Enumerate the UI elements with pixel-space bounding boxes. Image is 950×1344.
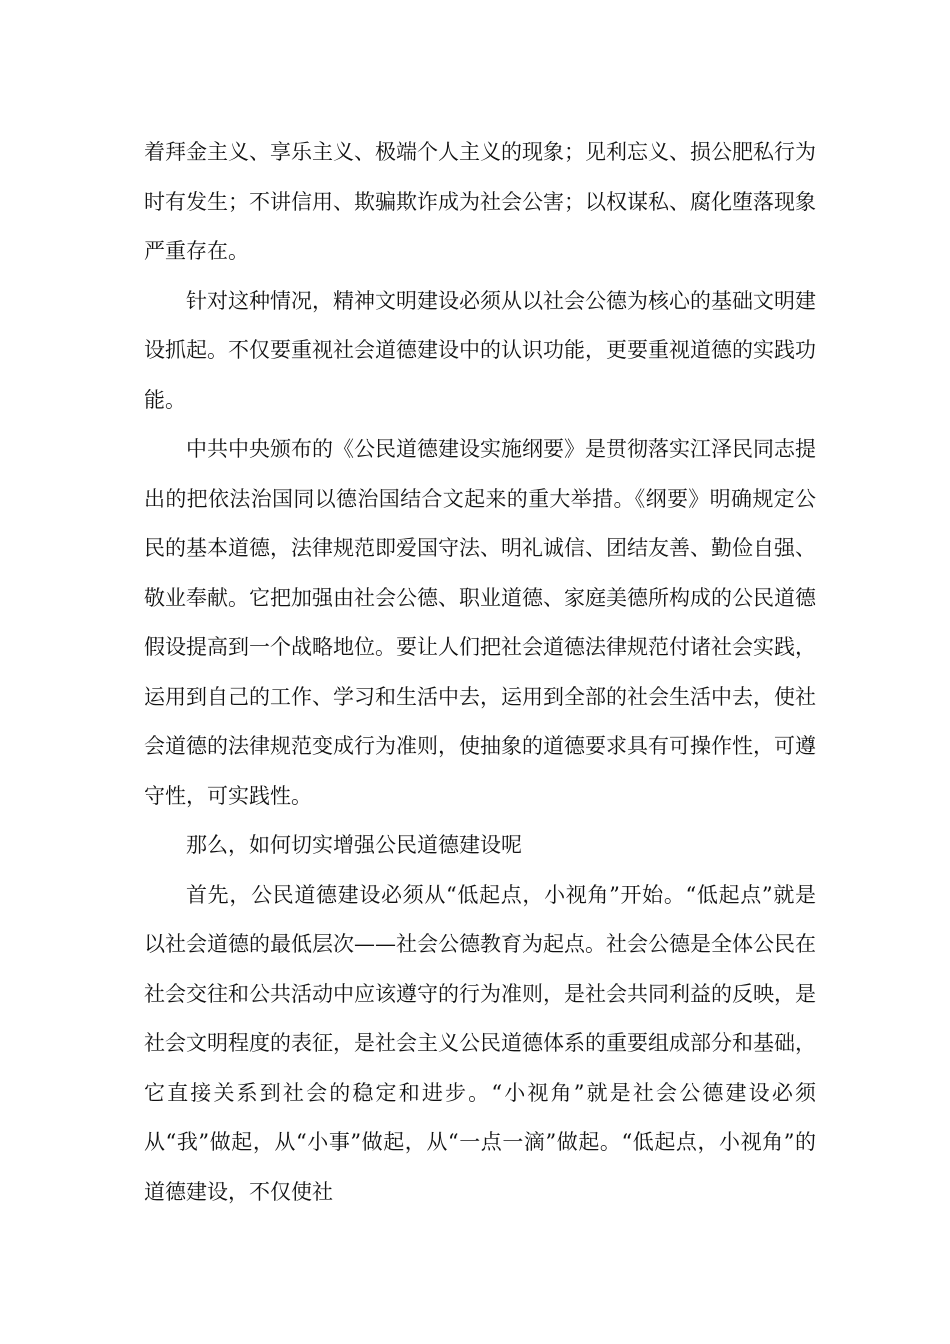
paragraph-3: 中共中央颁布的《公民道德建设实施纲要》是贯彻落实江泽民同志提出的把依法治国同以德治国结合文起来的重大举措。《纲要》明确规定公民的基本道德，法律规范即爱国守法、明礼诚信、团结友善、勤俭自强、敬业奉献。它把加强由社会公德、职业道德、家庭美德所构成的公民道德假设提高到一个战略地位。要让人们把社会道德法律规范付诸社会实践，运用到自己的工作、学习和生活中去，运用到全部的社会生活中去，使社会道德的法律规范变成行为准则，使抽象的道德要求具有可操作性，可遵守性，可实践性。: [144, 437, 816, 808]
document-body: [144, 128, 816, 1217]
paragraph-2: 针对这种情况，精神文明建设必须从以社会公德为核心的基础文明建设抓起。不仅要重视社会道德建设中的认识功能，更要重视道德的实践功能。: [144, 288, 816, 412]
paragraph-1: 着拜金主义、享乐主义、极端个人主义的现象；见利忘义、损公肥私行为时有发生；不讲信用、欺骗欺诈成为社会公害；以权谋私、腐化堕落现象严重存在。: [144, 140, 816, 263]
paragraph-5: 首先，公民道德建设必须从“低起点，小视角”开始。“低起点”就是以社会道德的最低层次——社会公德教育为起点。社会公德是全体公民在社会交往和公共活动中应该遵守的行为准则，是社会共同利益的反映，是社会文明程度的表征，是社会主义公民道德体系的重要组成部分和基础，它直接关系到社会的稳定和进步。“小视角”就是社会公德建设必须从“我”做起，从“小事”做起，从“一点一滴”做起。“低起点，小视角”的道德建设，不仅使社: [144, 882, 816, 1204]
paragraph-4: 那么，如何切实增强公民道德建设呢: [186, 833, 522, 857]
